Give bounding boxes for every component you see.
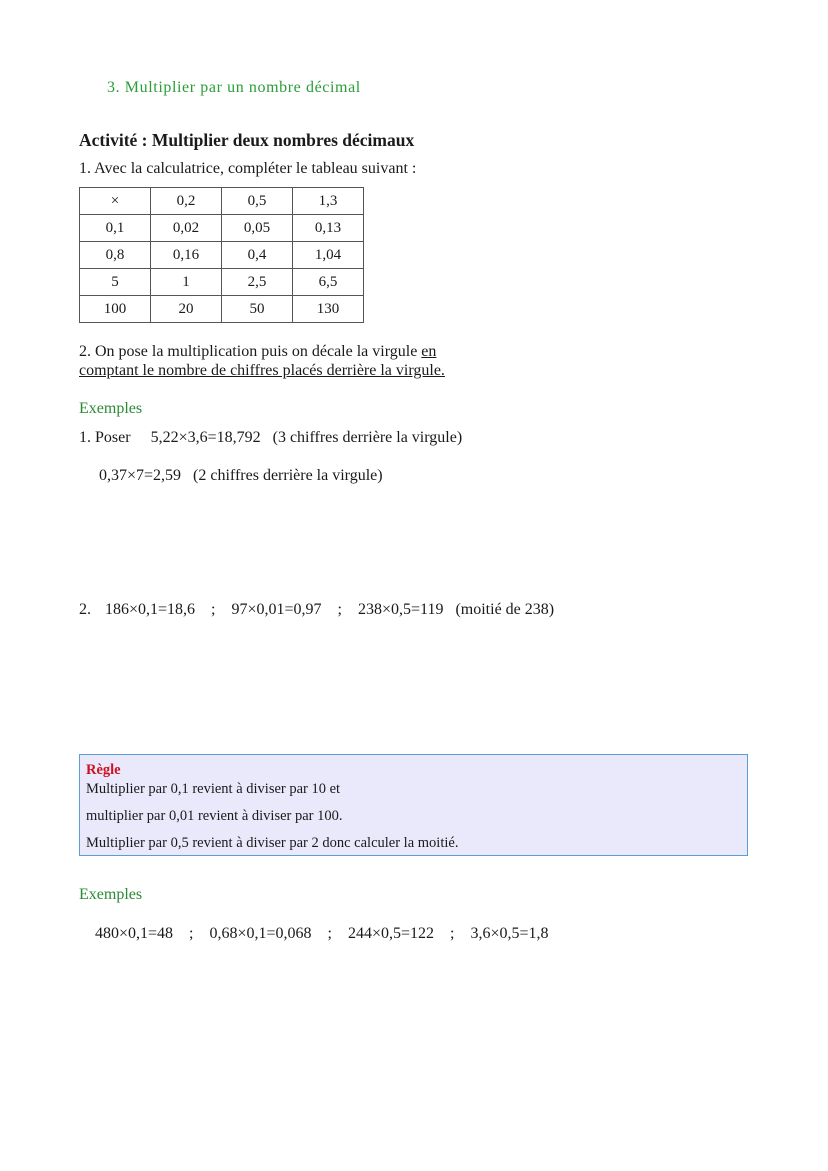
example-1-label: 1. Poser: [79, 429, 131, 446]
rule-line-2: multiplier par 0,01 revient à diviser par 100.: [86, 808, 343, 824]
examples-heading: Exemples: [79, 400, 143, 417]
table-cell: 6,5: [293, 269, 364, 296]
example-4-calc-4: 3,6×0,5=1,8: [470, 925, 549, 942]
rule-box: [79, 754, 748, 856]
example-3-note: (moitié de 238): [455, 601, 555, 618]
example-line-1: [79, 429, 462, 447]
table-cell: 0,16: [151, 242, 222, 269]
examples-heading-2: Exemples: [79, 886, 143, 903]
table-cell: 0,13: [293, 215, 364, 242]
example-2-note: (2 chiffres derrière la virgule): [193, 467, 383, 484]
example-1-note: (3 chiffres derrière la virgule): [272, 429, 463, 446]
example-line-3: [79, 601, 554, 619]
table-row: [80, 269, 364, 296]
example-line-2: [99, 467, 383, 485]
table-cell: 50: [222, 296, 293, 323]
table-row: [80, 296, 364, 323]
multiplication-table: [79, 187, 364, 323]
rule-line-3: Multiplier par 0,5 revient à diviser par 2 donc calculer la moitié.: [86, 835, 459, 851]
example-2-calc: 0,37×7=2,59: [99, 467, 182, 484]
table-cell: ×: [80, 188, 151, 215]
table-row: [80, 188, 364, 215]
table-row: [80, 215, 364, 242]
table-cell: 1,3: [293, 188, 364, 215]
table-cell: 0,02: [151, 215, 222, 242]
separator: ;: [211, 601, 216, 618]
example-4-calc-1: 480×0,1=48: [95, 925, 174, 942]
table-cell: 100: [80, 296, 151, 323]
section-title: 3. Multiplier par un nombre décimal: [107, 79, 361, 96]
table-cell: 1,04: [293, 242, 364, 269]
table-cell: 1: [151, 269, 222, 296]
table-cell: 0,5: [222, 188, 293, 215]
activity-title: Activité : Multiplier deux nombres décimaux: [79, 130, 415, 150]
separator: ;: [337, 601, 342, 618]
table-cell: 5: [80, 269, 151, 296]
question-2-line-2: comptant le nombre de chiffres placés derrière la virgule.: [79, 362, 445, 379]
table-cell: 20: [151, 296, 222, 323]
example-3-calc-1: 186×0,1=18,6: [105, 601, 196, 618]
separator: ;: [450, 925, 455, 942]
question-2-text: 2. On pose la multiplication puis on décale la virgule: [79, 343, 422, 360]
table-cell: 2,5: [222, 269, 293, 296]
table-cell: 0,05: [222, 215, 293, 242]
table-cell: 0,4: [222, 242, 293, 269]
example-3-label: 2.: [79, 601, 91, 618]
rule-line-1: Multiplier par 0,1 revient à diviser par 10 et: [86, 781, 341, 797]
question-2-line-1: [79, 343, 436, 361]
question-1: 1. Avec la calculatrice, compléter le tableau suivant :: [79, 160, 417, 177]
example-line-4: [95, 925, 549, 943]
table-cell: 0,1: [80, 215, 151, 242]
rule-title: Règle: [86, 762, 121, 778]
table-row: [80, 242, 364, 269]
table-cell: 0,2: [151, 188, 222, 215]
table-cell: 0,8: [80, 242, 151, 269]
separator: ;: [189, 925, 194, 942]
example-1-calc: 5,22×3,6=18,792: [150, 429, 261, 446]
table-cell: 130: [293, 296, 364, 323]
example-3-calc-3: 238×0,5=119: [358, 601, 444, 618]
question-2-underlined-start: en: [421, 343, 437, 360]
example-4-calc-3: 244×0,5=122: [348, 925, 435, 942]
example-3-calc-2: 97×0,01=0,97: [231, 601, 322, 618]
separator: ;: [327, 925, 332, 942]
example-4-calc-2: 0,68×0,1=0,068: [209, 925, 312, 942]
